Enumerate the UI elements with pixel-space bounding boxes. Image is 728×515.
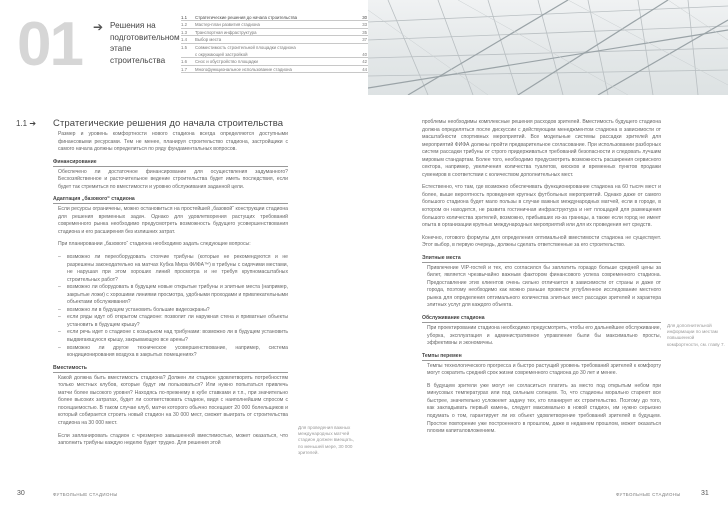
left-text-column [53, 131, 288, 453]
list-item: – возможно ли переоборудовать стоячие трибуны (которые не рекомендуются и не разрешены законодательно на матчах Кубка Мира ФИФА™) в трибуны с сидячими местами, не нарушая при этом хороших линий просмотра и не требуя крупномасштабных строительных работ? [58, 254, 288, 284]
table-of-contents [181, 14, 369, 73]
elite-seats-heading: Элитные места [422, 255, 661, 263]
toc-title: Стратегические решения до начала строительства [195, 15, 298, 20]
page-number-right: 31 [701, 490, 709, 497]
toc-title: Выбор места [195, 37, 222, 43]
pace-paragraph-1: Темпы технологического прогресса и быстро растущий уровень требований зрителей к комфорту могут сократить средний срок жизни современного стадиона до 30 лет и менее. [427, 362, 661, 377]
chapter-title: Решения на подготовительном этапе строительства [110, 21, 180, 65]
list-item: – возможно ли оборудовать в будущем новые открытые трибуны и элитные места (например, закрытые ложи) с хорошими линиями просмотра, удобными проходами и привлекательными объектами обслуживания? [58, 284, 288, 307]
service-heading: Обслуживание стадиона [422, 315, 661, 323]
toc-number: 1.3 [181, 29, 187, 35]
toc-page: 37 [362, 37, 367, 43]
toc-number: 1.5 [181, 44, 187, 50]
adaptation-heading: Адаптация „базового“ стадиона [53, 196, 288, 204]
footer-title-left: ФУТБОЛЬНЫЕ СТАДИОНЫ [53, 492, 118, 497]
financing-paragraph: Обеспечено ли достаточное финансирование для осуществления задуманного? Бесхозяйственное и расточительное ведение строительства будет иметь последствия, если будет так стремиться по вместимости и уровню обслуживания заданной цели. [58, 168, 288, 190]
toc-title: с окружающей застройкой [195, 51, 248, 57]
toc-number: 1.2 [181, 22, 187, 28]
toc-title: Совместимость строительной площадки стадиона [195, 44, 296, 50]
elite-seats-paragraph: Привлечение VIP-гостей и тех, кто согласился бы заплатить гораздо больше средней цены за билет, является чрезвычайно важным фактором финансового успеха современного стадиона. Предоставление этих клиентов очень сильно отличается в зависимости от страны и даже от города, поэтому необходимо как можно раньше провести углубленное исследование местного рынка для определения оптимального количества элитных мест рассадки зрителей и характера элитных услуг для каждого объекта. [427, 264, 661, 309]
list-item: – возможно ли другое техническое усовершенствование, например, система кондиционирования воздуха в закрытых помещениях? [58, 345, 288, 360]
large-stadium-paragraph: Естественно, что там, где возможно обеспечивать функционирование стадиона на 60 тысяч мест и более, выше вероятность проведения крупных футбольных мероприятий. Однако даже от самого большого стадиона будет мало пользы в случае важных международных матчей, если в городе, в котором он находится, не развита гостиничная инфраструктура и нет площадей для размещения большого количества зрителей, возможно, прибывших из-за границы, а также если город не имеет опыта в организации крупных международных мероприятий или для их проведения нет средств. [422, 184, 661, 229]
pace-paragraph-2: В будущем зрители уже могут не согласиться платить за место под открытым небом при минусовых температурах или под сильным солнцем. То, что стадионы морально стареют все быстрее, значительно усложняет задачу тех, кто планирует их строительство. Поэтому до того, как закладывать первый камень, следует максимально в новой стадион, им нужно серьезно подумать о том, гарантирует ли их объект удовлетворение требований зрителей в будущем. Простое повторение уже построенного в прошлом, даже в недавнем прошлом, может оказаться плохим капиталовложением. [427, 382, 661, 435]
toc-title: Снос и обустройство площадки [195, 59, 258, 65]
section-number [16, 119, 36, 128]
intro-paragraph: Размер и уровень комфортности нового стадиона всегда определяются доступными финансовыми ресурсами. Тем не менее, планируя строительство стадиона, застройщики с самого начала должны определиться по ряду фундаментальных вопросов. [58, 131, 288, 153]
toc-page: 33 [362, 22, 367, 28]
pace-of-change-heading: Темпы перемен [422, 353, 661, 361]
questions-list [53, 254, 288, 360]
stadium-roof-illustration [368, 0, 728, 95]
chapter-number: 01 [17, 10, 82, 79]
toc-row[interactable] [181, 51, 369, 58]
footer-title-right: ФУТБОЛЬНЫЕ СТАДИОНЫ [616, 492, 681, 497]
section-number-text: 1.1 [16, 119, 28, 128]
financing-heading: Финансирование [53, 159, 288, 167]
stadium-roof-photo [368, 0, 728, 95]
capacity-heading: Вместимость [53, 365, 288, 373]
toc-row[interactable] [181, 36, 369, 43]
capacity-paragraph: Какой должна быть вместимость стадиона? Должен ли стадион удовлетворять потребностям только местных клубов, которые будут им пользоваться? Или нужно попытаться привлечь матчи более высокого уровня? Находясь по-прежнему в кубе ставками и т.п., при значительно более высоких затратах, будет ли соответствовать стадион, видя с наиполнейшим спросом с посещаемостью. В таком случае клуб, матчи которого обычно посещают 20 000 болельщиков и который собирается строить новый стадион на 30 000 мест, сможет выиграть от строительства стадиона на 30 000 мест. [58, 374, 288, 426]
toc-page: 30 [362, 15, 367, 20]
capacity-continued-paragraph: проблемы необходимы комплексные решения расходов зрителей. Вместимость будущего стадиона должна определяться после дискуссии с действующим менеджментом стадиона в зависимости от масштабности спортивных мероприятий. Все модельные системы рассадки зрителей для мероприятий ФИФА должны пройти предварительное согласование. При использовании разборных систем рассадки трибуны от строго придерживаться требований безопасности и следовать лучшим мировым стандартам. Более того, необходимо предусмотреть возможность расширения сервисного сектора, например, увеличения количества туалетов, киосков и временных пунктов продажи сувениров в соответствии с количеством дополнительных мест. [422, 119, 661, 178]
side-note-elite-seats: Для дополнительной информации по местам повышенной комфортности, см. главу 7. [667, 323, 725, 347]
toc-page: 44 [362, 66, 367, 72]
toc-row[interactable] [181, 14, 369, 21]
toc-title: Многофункциональное использование стадиона [195, 66, 292, 72]
list-item: – возможно ли в будущем установить большие видеоэкраны? [58, 307, 288, 315]
list-item: – если речь идет о стадионе с козырьком над трибунами: возможно ли в будущем установить выдвигающуюся крышу, закрывающую все арены? [58, 329, 288, 344]
toc-row[interactable] [181, 66, 369, 73]
toc-row[interactable] [181, 58, 369, 65]
arrow-right-icon: ➔ [29, 119, 37, 128]
right-text-column [422, 119, 661, 441]
planning-intro: При планировании „базового“ стадиона необходимо задать следующие вопросы: [58, 241, 251, 248]
closing-paragraph: Если запланировать стадион с чрезмерно завышенной вместимостью, может оказаться, что заполнить трибуны каждую неделю будет трудно. Для решения этой [58, 432, 288, 447]
toc-page: 40 [362, 51, 367, 57]
toc-row[interactable] [181, 29, 369, 36]
page-number-left: 30 [17, 490, 25, 497]
service-paragraph: При проектировании стадиона необходимо предусмотреть, чтобы его дальнейшее обслуживание, уборка, эксплуатация и административное управление были бы максимально просты, эффективны и экономичны. [427, 325, 661, 347]
toc-row[interactable] [181, 44, 369, 51]
toc-page: 35 [362, 29, 367, 35]
section-title: Стратегические решения до начала строительства [53, 118, 284, 129]
toc-row[interactable] [181, 21, 369, 28]
toc-number: 1.6 [181, 59, 187, 65]
side-note-capacity: Для проведения важных международных матчей стадион должен вмещать, по меньшей мере, 30 000 зрителей. [298, 425, 354, 455]
formula-paragraph: Конечно, готового формулы для определения оптимальной вместимости стадиона не существует. Этот выбор, в первую очередь, должны сделать ответственные за его строительство. [422, 234, 661, 249]
adaptation-paragraph: Если ресурсы ограничены, можно остановиться на простейшей „базовой“ конструкции стадиона для решения временных задач. Однако для удовлетворения растущих требований современного рынка необходимо предусмотреть возможность будущего усовершенствования стадиона и его расширения без излишних затрат. [58, 206, 288, 235]
toc-number: 1.4 [181, 37, 187, 43]
toc-page: 42 [362, 59, 367, 65]
arrow-right-icon: ➔ [93, 20, 104, 34]
toc-title: Транспортная инфраструктура [195, 29, 257, 35]
toc-title: Мастер-план развития стадиона [195, 22, 260, 28]
toc-number: 1.1 [181, 15, 187, 20]
toc-number: 1.7 [181, 66, 187, 72]
list-item: – если ряды идут об открытом стадионе: позволит ли наружная стена и приватные объекты установить в будущем крышу? [58, 314, 288, 329]
